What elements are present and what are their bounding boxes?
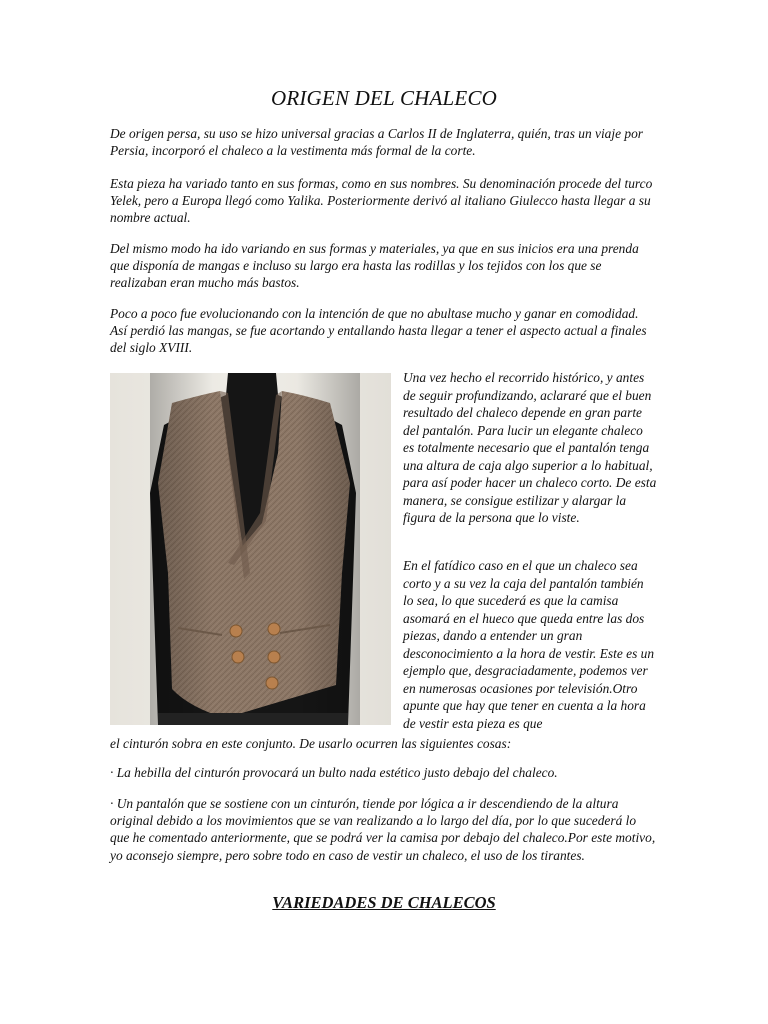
vest-photo	[110, 373, 391, 725]
section-heading: VARIEDADES DE CHALECOS	[272, 893, 496, 912]
continuation-line: el cinturón sobra en este conjunto. De usarlo ocurren las siguientes cosas:	[110, 736, 512, 751]
bullet-belt: · Un pantalón que se sostiene con un cinturón, tiende por lógica a ir descendiendo de la altura original debido a los movimientos que se van realizando a lo largo del día, por lo que sucederá lo que he comentado anteriormente, que se podrá ver la camisa por debajo del chaleco.Por este motivo, yo aconsejo siempre, pero sobre todo en caso de vestir un chaleco, el uso de los tirantes.	[110, 796, 656, 863]
paragraph-names: Esta pieza ha variado tanto en sus formas, como en sus nombres. Su denominación procede del turco Yelek, pero a Europa llegó como Yalika. Posteriormente derivó al italiano Giulecco hasta llegar a su nombre actual.	[110, 176, 653, 226]
paragraph-origin: De origen persa, su uso se hizo universal gracias a Carlos II de Inglaterra, quién, tras un viaje por Persia, incorporó el chaleco a la vestimenta más formal de la corte.	[110, 126, 643, 159]
column-paragraph-trousers: Una vez hecho el recorrido histórico, y antes de seguir profundizando, aclararé que el buen resultado del chaleco depende en gran parte del pantalón. Para lucir un elegante chaleco es totalmente necesario que el pantalón tenga una altura de caja algo superior a lo habitual, para así poder hacer un chaleco corto. De esta manera, se consigue estilizar y alargar la figura de la persona que lo viste.	[403, 370, 657, 525]
paragraph-evolution: Poco a poco fue evolucionando con la intención de que no abultase mucho y ganar en comodidad. Así perdió las mangas, se fue acortando y entallando hasta llegar a tener el aspecto actual a finales del siglo XVIII.	[110, 306, 647, 356]
paragraph-materials: Del mismo modo ha ido variando en sus formas y materiales, ya que en sus inicios era una prenda que disponía de mangas e incluso su largo era hasta las rodillas y los tejidos con los que se realizaban eran mucho más bastos.	[110, 241, 639, 291]
column-paragraph-shirt: En el fatídico caso en el que un chaleco sea corto y a su vez la caja del pantalón también lo sea, lo que sucederá es que la camisa asomará en el hueco que queda entre las dos piezas, dando a entender un gran desconocimiento a la hora de vestir. Este es un ejemplo que, desgraciadamente, podemos ver en numerosas ocasiones por televisión.Otro apunte que hay que tener en cuenta a la hora de vestir esta pieza es que	[403, 558, 655, 731]
document-title: ORIGEN DEL CHALECO	[270, 86, 498, 110]
bullet-buckle: · La hebilla del cinturón provocará un bulto nada estético justo debajo del chaleco.	[110, 765, 558, 780]
